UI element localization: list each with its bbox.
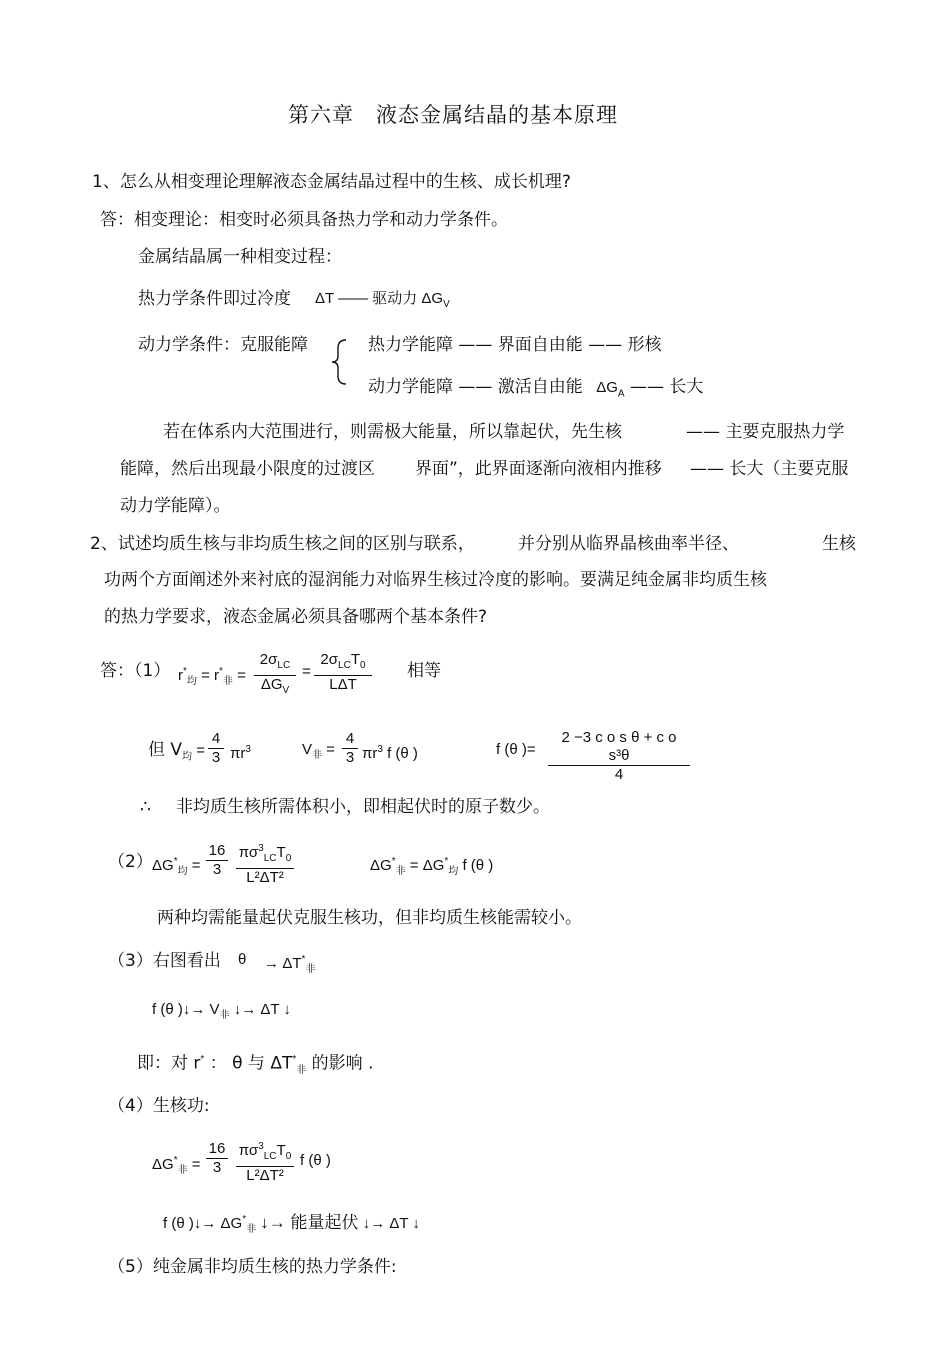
pi-r3-f-theta: $\pi r^3$ f (θ ) (362, 744, 418, 762)
fraction-16-3-a: 16 3 (206, 842, 228, 879)
q1-kinetic-label: 动力学条件：克服能障 (138, 335, 308, 355)
part-2-label: （2） (108, 852, 153, 872)
formula-r-critical: $r^*_均 = r^*_非$ = (178, 666, 246, 687)
q1-para-line1b: —— 主要克服热力学 (686, 422, 845, 442)
f-theta-def: f (θ )= (496, 741, 536, 758)
question-1: 1、怎么从相变理论理解液态金属结晶过程中的生核、成长机理? (92, 172, 571, 192)
part-4-line2: f (θ )↓→ $\Delta G^*_非$ ↓→ 能量起伏 ↓→ ΔT ↓ (163, 1213, 420, 1235)
part-4-label: （4）生核功: (108, 1096, 210, 1116)
conclusion-1: 非均质生核所需体积小，即相起伏时的原子数少。 (176, 797, 550, 817)
q1-thermo-expr: ΔT —— 驱动力 $\Delta G_V$ (315, 290, 450, 310)
f-theta-factor: f (θ ) (300, 1152, 331, 1169)
q2-answer-label: 答：（1） (100, 661, 171, 681)
dG-jun: $\Delta G^*_均$ = (152, 856, 201, 877)
fraction-dG-a: $\pi\sigma^3_{LC}T_0$ L²ΔT² (236, 840, 294, 887)
dG-fei-relation: $\Delta G^*_非 = \Delta G^*_均$ f (θ ) (370, 856, 494, 877)
equals-sign: = (302, 663, 311, 680)
page-title: 第六章 液态金属结晶的基本原理 (288, 103, 618, 127)
question-2-line2: 功两个方面阐述外来衬底的湿润能力对临界生核过冷度的影响。要满足纯金属非均质生核 (104, 570, 767, 590)
q1-para-line2: 能障，然后出现最小限度的过渡区 (120, 459, 375, 479)
question-2-line1a: 2、试述均质生核与非均质生核之间的区别与联系， (90, 534, 475, 554)
fraction-2: $2\sigma_{LC}T_0$ LΔT (314, 651, 372, 694)
part-3-line3: 即：对 r* ： θ 与 $\Delta T^*_非$ 的影响 . (137, 1053, 374, 1077)
left-brace-icon (328, 338, 350, 386)
part-3-line2: f (θ )↓→ $V_非$ ↓→ ΔT ↓ (152, 1001, 291, 1021)
q1-process: 金属结晶属一种相变过程： (138, 247, 342, 267)
fraction-1: $2\sigma_{LC}$ $\Delta G_V$ (254, 651, 296, 700)
fraction-f-theta: 2 −3 c o s θ + c o s³θ 4 (548, 729, 690, 784)
part-3-label: （3）右图看出 (108, 951, 221, 971)
fraction-16-3-b: 16 3 (206, 1140, 228, 1177)
therefore-icon: ∴ (140, 797, 151, 817)
q1-para-line1: 若在体系内大范围进行，则需极大能量，所以靠起伏，先生核 (163, 422, 622, 442)
fraction-dG-b: $\pi\sigma^3_{LC}T_0$ L²ΔT² (236, 1138, 294, 1185)
volume-fei-label: $V_非$ = (302, 741, 335, 761)
q1-para-line3: 动力学能障）。 (120, 496, 231, 516)
q1-answer-intro: 答：相变理论：相变时必须具备热力学和动力学条件。 (100, 210, 508, 230)
volume-jun-label: 但 $V_均$ = (148, 740, 205, 763)
fraction-4-3-b: 4 3 (342, 730, 358, 767)
pi-r3-a: $\pi r^3$ (230, 744, 251, 762)
q1-kinetic-2: 动力学能障 —— 激活自由能 $\Delta G_A$ —— 长大 (368, 377, 704, 400)
theta-symbol: θ (238, 951, 247, 968)
dG-fei: $\Delta G^*_非$ = (152, 1155, 201, 1176)
q1-kinetic-1: 热力学能障 —— 界面自由能 —— 形核 (368, 335, 662, 355)
question-2-line1b: 并分别从临界晶核曲率半径、 (518, 534, 739, 554)
q1-para-line2b: 界面”，此界面逐渐向液相内推移 (415, 459, 662, 479)
fraction-4-3-a: 4 3 (208, 730, 224, 767)
q1-thermo-label: 热力学条件即过冷度 (138, 289, 291, 309)
q1-para-line2c: —— 长大（主要克服 (690, 459, 849, 479)
part-5-label: （5）纯金属非均质生核的热力学条件: (108, 1257, 397, 1277)
conclusion-2: 两种均需能量起伏克服生核功，但非均质生核能需较小。 (157, 908, 582, 928)
question-2-line1c: 生核 (822, 534, 856, 554)
arrow-dT: → $\Delta T^*_非$ (264, 954, 316, 975)
equal-text: 相等 (407, 661, 441, 681)
question-2-line3: 的热力学要求，液态金属必须具备哪两个基本条件? (104, 607, 488, 627)
